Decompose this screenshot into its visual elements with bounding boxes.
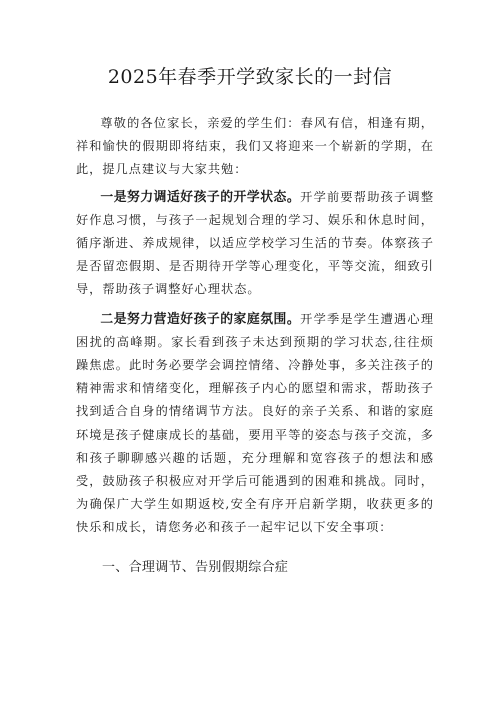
document-title: 2025年春季开学致家长的一封信 — [107, 66, 393, 88]
paragraph-state-adjustment — [76, 186, 434, 302]
paragraph-body-state: 开学前要帮助孩子调整好作息习惯，与孩子一起规划合理的学习、娱乐和休息时间，循序渐进、养成规律，以适应学校学习生活的节奏。体察孩子是否留恋假期、是否期待开学等心理变化，平等交流，细致引导，帮助孩子调整好心理状态。 — [76, 189, 435, 297]
paragraph-family-atmosphere — [76, 308, 434, 540]
paragraph-heading-family: 二是努力营造好孩子的家庭氛围。 — [100, 311, 301, 327]
paragraph-body-family: 开学季是学生遭遇心理困扰的高峰期。家长看到孩子未达到预期的学习状态,往往烦躁焦虑。此时务必要学会调控情绪、冷静处事，多关注孩子的精神需求和情绪变化，理解孩子内心的愿望和需求，帮助孩子找到适合自身的情绪调节方法。良好的亲子关系、和谐的家庭环境是孩子健康成长的基础，要用平等的姿态与孩子交流，多和孩子聊聊感兴趣的话题，充分理解和宽容孩子的想法和感受，鼓励孩子积极应对开学后可能遇到的困难和挑战。同时，为确保广大学生如期返校,安全有序开启新学期，收获更多的快乐和成长，请您务必和孩子一起牢记以下安全事项： — [76, 311, 435, 535]
document-body — [76, 112, 434, 575]
section-heading-adjust: 一、合理调节、告别假期综合症 — [102, 559, 289, 575]
greeting-paragraph: 尊敬的各位家长，亲爱的学生们：春风有信，相逢有期，祥和愉快的假期即将结束，我们又将迎来一个崭新的学期，在此，提几点建议与大家共勉： — [76, 116, 434, 177]
paragraph-heading-state: 一是努力调适好孩子的开学状态。 — [100, 189, 301, 205]
